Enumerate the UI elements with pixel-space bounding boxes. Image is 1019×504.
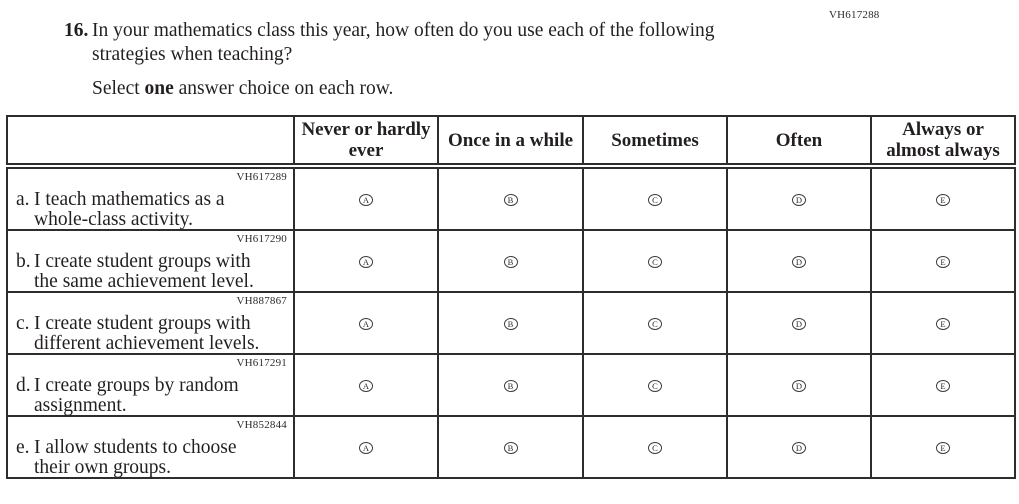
row-code-e: VH852844 xyxy=(236,419,287,431)
header-row xyxy=(7,116,1015,166)
instruction-bold-word: one xyxy=(144,78,174,99)
option-cell xyxy=(871,416,1015,478)
option-cell xyxy=(727,354,871,416)
option-cell xyxy=(438,416,583,478)
answer-bubble-d-E[interactable]: E xyxy=(936,380,950,392)
answer-bubble-b-A[interactable]: A xyxy=(359,256,373,268)
option-cell xyxy=(438,230,583,292)
column-header-once-in-a-while: Once in a while xyxy=(438,116,583,166)
answer-bubble-c-B[interactable]: B xyxy=(504,318,518,330)
answer-bubble-c-C[interactable]: C xyxy=(648,318,662,330)
answer-bubble-b-E[interactable]: E xyxy=(936,256,950,268)
row-statement-d: I create groups by random assignment. xyxy=(34,375,239,416)
answer-bubble-c-A[interactable]: A xyxy=(359,318,373,330)
answer-bubble-a-B[interactable]: B xyxy=(504,194,518,206)
row-letter-a: a. xyxy=(16,189,30,210)
answer-bubble-d-C[interactable]: C xyxy=(648,380,662,392)
question-number: 16. xyxy=(64,20,89,41)
option-cell xyxy=(294,416,438,478)
option-cell xyxy=(871,230,1015,292)
empty-header-cell xyxy=(7,116,294,166)
question-block xyxy=(64,19,740,101)
row-stem-b xyxy=(7,230,294,292)
row-letter-e: e. xyxy=(16,437,30,458)
question-instruction xyxy=(92,77,740,101)
option-cell xyxy=(294,230,438,292)
answer-bubble-d-B[interactable]: B xyxy=(504,380,518,392)
row-text-e xyxy=(8,438,293,477)
row-stem-d xyxy=(7,354,294,416)
answer-bubble-e-B[interactable]: B xyxy=(504,442,518,454)
column-header-always: Always or almost always xyxy=(871,116,1015,166)
option-cell xyxy=(871,292,1015,354)
answer-bubble-a-E[interactable]: E xyxy=(936,194,950,206)
instruction-suffix: answer choice on each row. xyxy=(173,78,394,99)
row-stem-c xyxy=(7,292,294,354)
table-row-c xyxy=(7,292,1015,354)
option-cell xyxy=(294,292,438,354)
option-cell xyxy=(583,354,727,416)
answer-bubble-e-C[interactable]: C xyxy=(648,442,662,454)
table-row-e xyxy=(7,416,1015,478)
option-cell xyxy=(727,292,871,354)
answer-bubble-a-D[interactable]: D xyxy=(792,194,806,206)
row-letter-b: b. xyxy=(16,251,31,272)
row-code-b: VH617290 xyxy=(236,233,287,245)
option-cell xyxy=(583,292,727,354)
answer-bubble-e-E[interactable]: E xyxy=(936,442,950,454)
row-text-d xyxy=(8,376,293,415)
option-cell xyxy=(727,230,871,292)
option-cell xyxy=(583,166,727,230)
option-cell xyxy=(583,416,727,478)
option-cell xyxy=(727,166,871,230)
answer-bubble-b-D[interactable]: D xyxy=(792,256,806,268)
table-row-d xyxy=(7,354,1015,416)
table-row-b xyxy=(7,230,1015,292)
form-code: VH617288 xyxy=(829,9,880,21)
option-cell xyxy=(294,354,438,416)
row-letter-c: c. xyxy=(16,313,30,334)
answer-bubble-b-C[interactable]: C xyxy=(648,256,662,268)
column-header-often: Often xyxy=(727,116,871,166)
row-code-d: VH617291 xyxy=(236,357,287,369)
option-cell xyxy=(438,292,583,354)
answer-bubble-a-C[interactable]: C xyxy=(648,194,662,206)
row-code-a: VH617289 xyxy=(236,171,287,183)
instruction-prefix: Select xyxy=(92,78,145,99)
row-statement-b: I create student groups with the same achievement level. xyxy=(34,251,254,292)
answer-bubble-d-A[interactable]: A xyxy=(359,380,373,392)
answer-bubble-b-B[interactable]: B xyxy=(504,256,518,268)
row-text-a xyxy=(8,190,293,229)
option-cell xyxy=(727,416,871,478)
option-cell xyxy=(871,354,1015,416)
row-letter-d: d. xyxy=(16,375,31,396)
option-cell xyxy=(871,166,1015,230)
option-cell xyxy=(583,230,727,292)
option-cell xyxy=(294,166,438,230)
row-stem-e xyxy=(7,416,294,478)
column-header-never: Never or hardly ever xyxy=(294,116,438,166)
option-cell xyxy=(438,354,583,416)
response-matrix xyxy=(6,115,1016,479)
row-code-c: VH887867 xyxy=(236,295,287,307)
row-text-b xyxy=(8,252,293,291)
answer-bubble-e-D[interactable]: D xyxy=(792,442,806,454)
row-statement-a: I teach mathematics as a whole-class activity. xyxy=(34,189,225,230)
question-text: In your mathematics class this year, how often do you use each of the following strategies when teaching? xyxy=(92,20,715,65)
column-header-sometimes: Sometimes xyxy=(583,116,727,166)
answer-bubble-d-D[interactable]: D xyxy=(792,380,806,392)
question-body xyxy=(92,19,740,101)
row-text-c xyxy=(8,314,293,353)
row-stem-a xyxy=(7,166,294,230)
row-statement-e: I allow students to choose their own groups. xyxy=(34,437,237,478)
option-cell xyxy=(438,166,583,230)
table-row-a xyxy=(7,166,1015,230)
answer-bubble-a-A[interactable]: A xyxy=(359,194,373,206)
answer-bubble-c-E[interactable]: E xyxy=(936,318,950,330)
answer-bubble-c-D[interactable]: D xyxy=(792,318,806,330)
answer-bubble-e-A[interactable]: A xyxy=(359,442,373,454)
row-statement-c: I create student groups with different achievement levels. xyxy=(34,313,260,354)
